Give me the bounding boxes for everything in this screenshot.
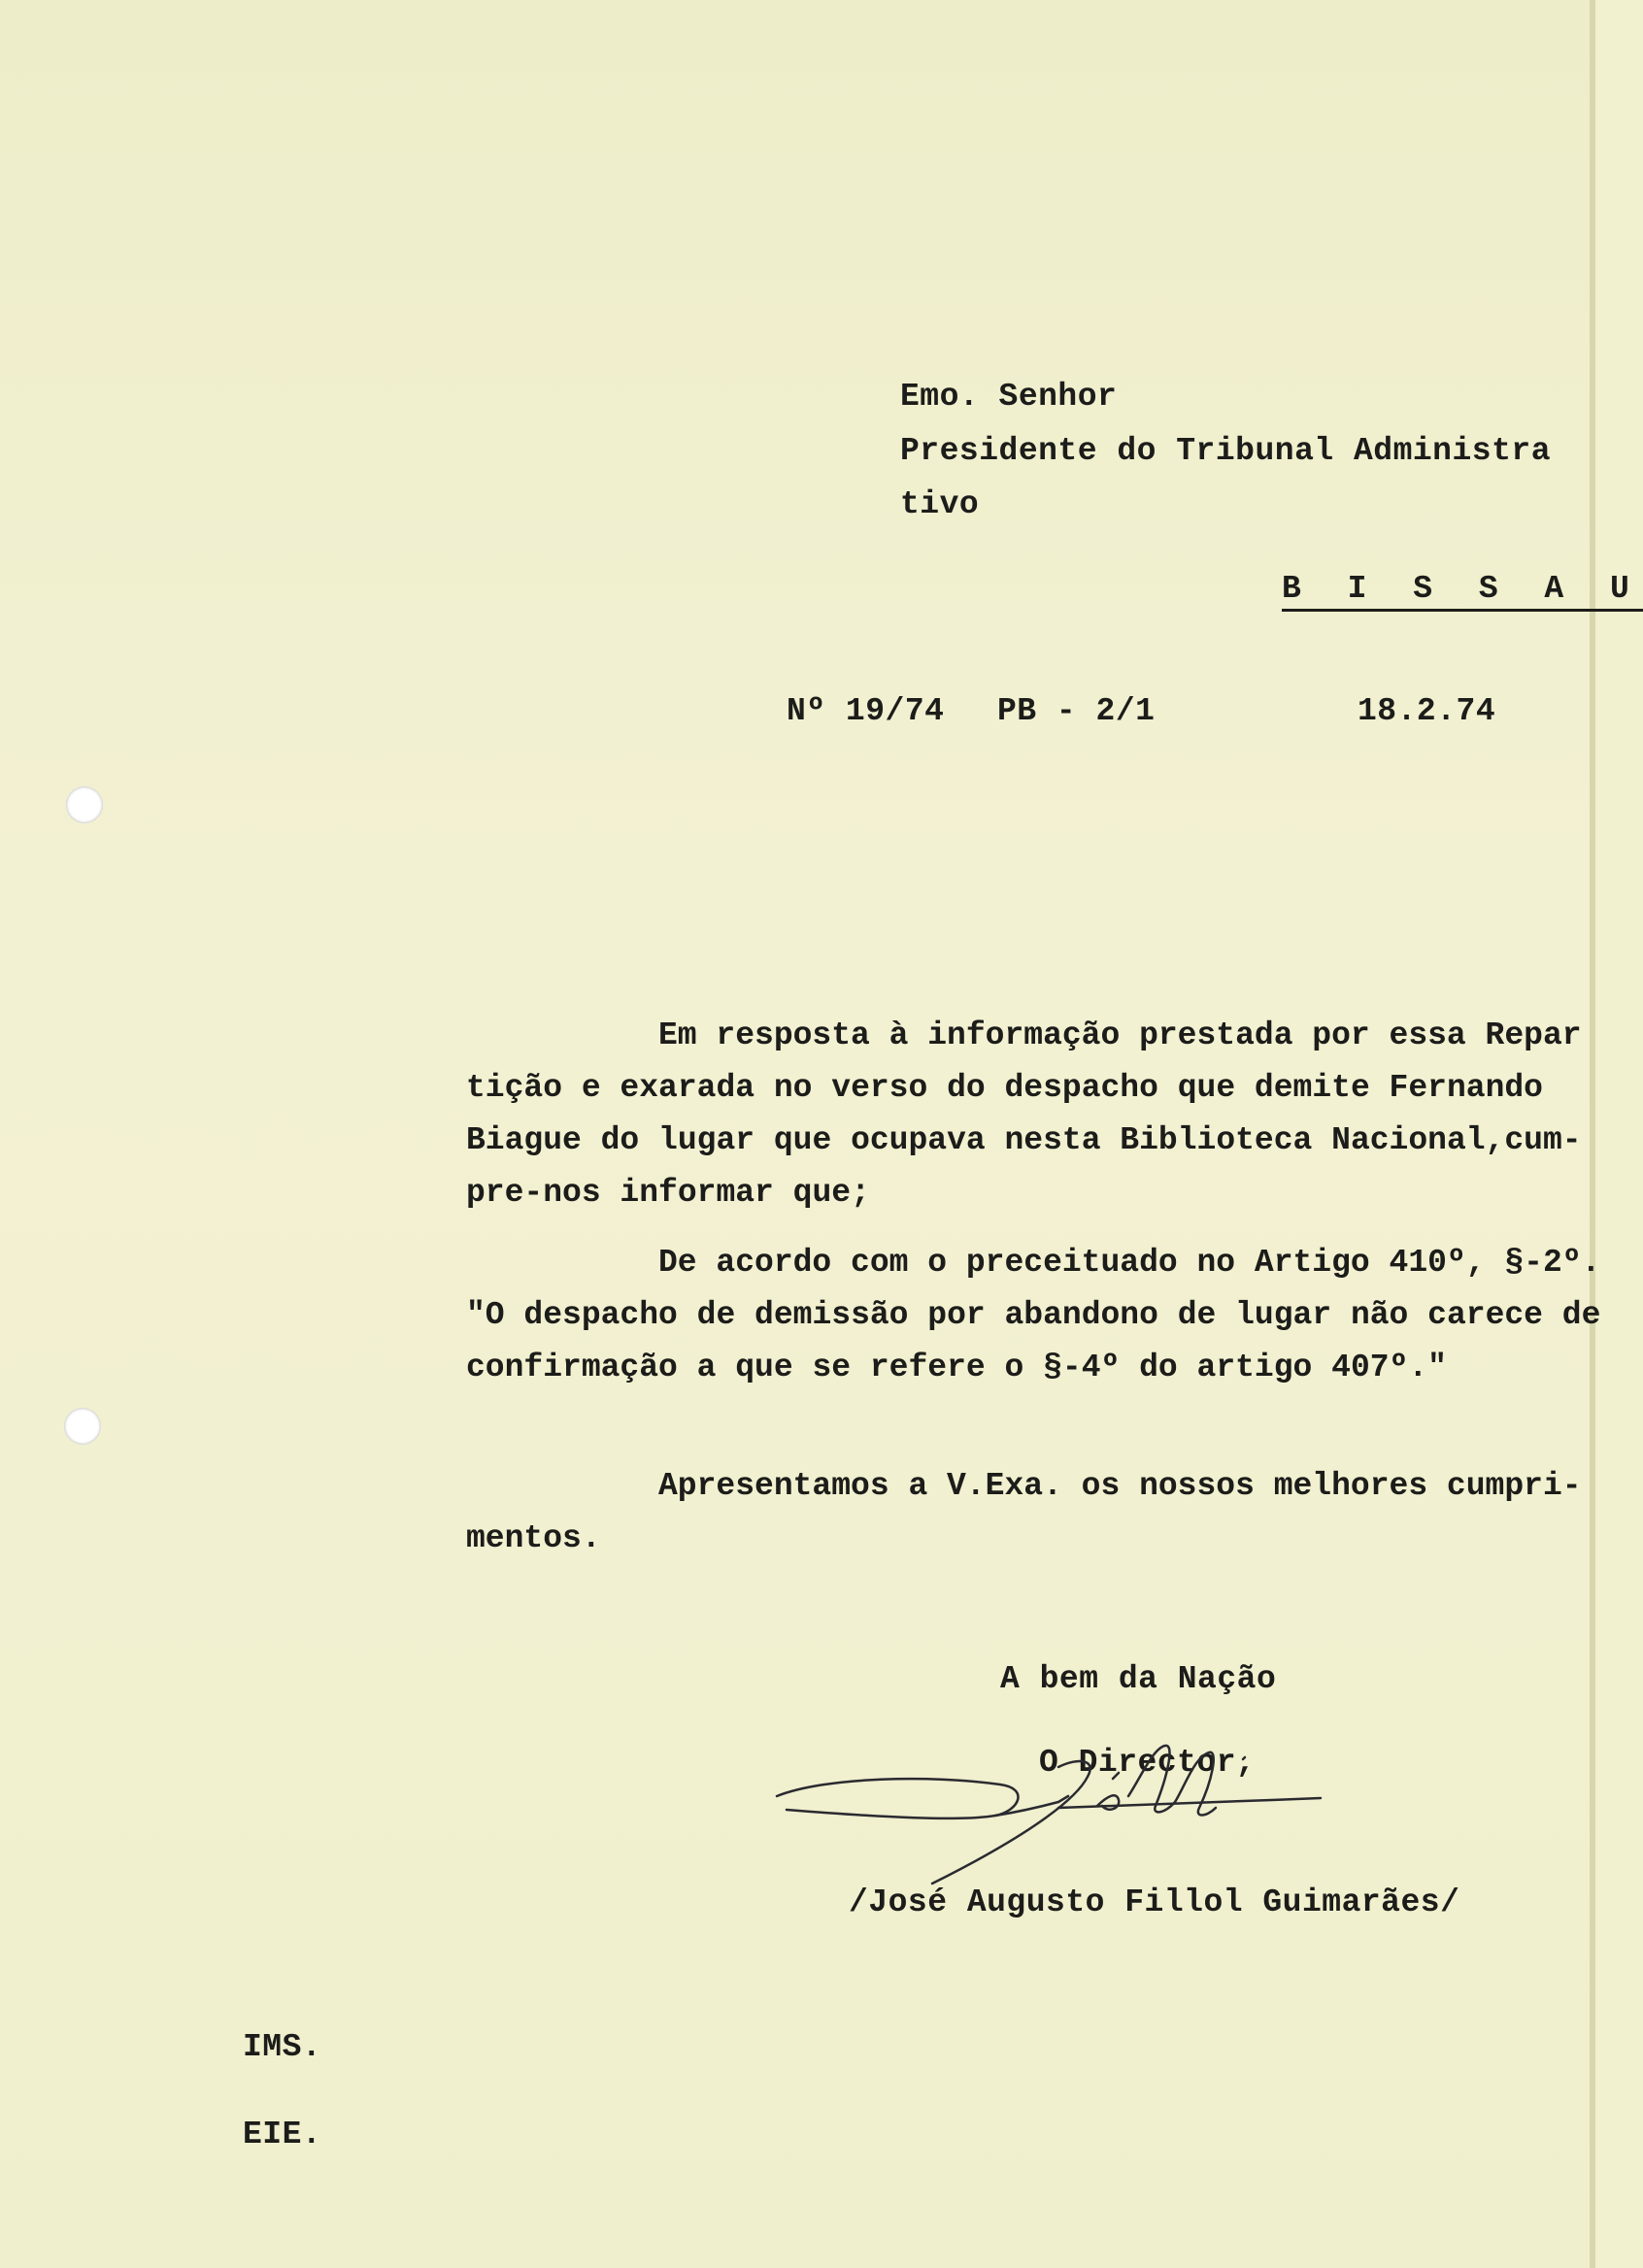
body-line: confirmação a que se refere o §-4º do artigo 407º."	[466, 1350, 1447, 1385]
reference-number: Nº 19/74	[787, 693, 945, 729]
addressee-salutation: Emo. Senhor	[900, 379, 1118, 415]
body-line: Apresentamos a V.Exa. os nossos melhores cumpri-	[658, 1468, 1582, 1504]
reference-code: PB - 2/1	[997, 693, 1156, 729]
body-line: Em resposta à informação prestada por essa Repar	[658, 1017, 1582, 1053]
initials-line1: IMS.	[243, 2029, 322, 2065]
punch-hole-top	[66, 786, 103, 823]
body-line: pre-nos informar que;	[466, 1175, 870, 1211]
signature-stroke	[995, 1796, 1068, 1816]
addressee-city: B I S S A U	[1282, 573, 1643, 612]
body-line: "O despacho de demissão por abandono de lugar não carece de	[466, 1297, 1601, 1333]
body-line: mentos.	[466, 1520, 601, 1556]
signature-stroke	[1243, 1757, 1245, 1759]
page-edge	[1590, 0, 1595, 2268]
signature-stroke	[1175, 1752, 1216, 1816]
body-line: De acordo com o preceituado no Artigo 410º, §-2º.	[658, 1245, 1601, 1281]
closing-motto: A bem da Nação	[1000, 1661, 1277, 1697]
punch-hole-bottom	[64, 1408, 101, 1445]
addressee-title-line1: Presidente do Tribunal Administra	[900, 433, 1552, 469]
signature-stroke	[1128, 1746, 1175, 1812]
addressee-title-line2: tivo	[900, 486, 980, 522]
reference-date: 18.2.74	[1358, 693, 1496, 729]
handwritten-signature	[767, 1738, 1350, 1884]
signatory-name: /José Augusto Fillol Guimarães/	[849, 1884, 1460, 1920]
body-line: Biague do lugar que ocupava nesta Biblioteca Nacional,cum-	[466, 1122, 1582, 1158]
initials-line2: EIE.	[243, 2117, 322, 2152]
signature-stroke	[777, 1779, 1019, 1818]
closing-role: O Director,	[1039, 1745, 1257, 1781]
signature-stroke	[1113, 1773, 1119, 1779]
body-line: tição e exarada no verso do despacho que demite Fernando	[466, 1070, 1543, 1106]
signature-stroke	[1058, 1798, 1321, 1808]
